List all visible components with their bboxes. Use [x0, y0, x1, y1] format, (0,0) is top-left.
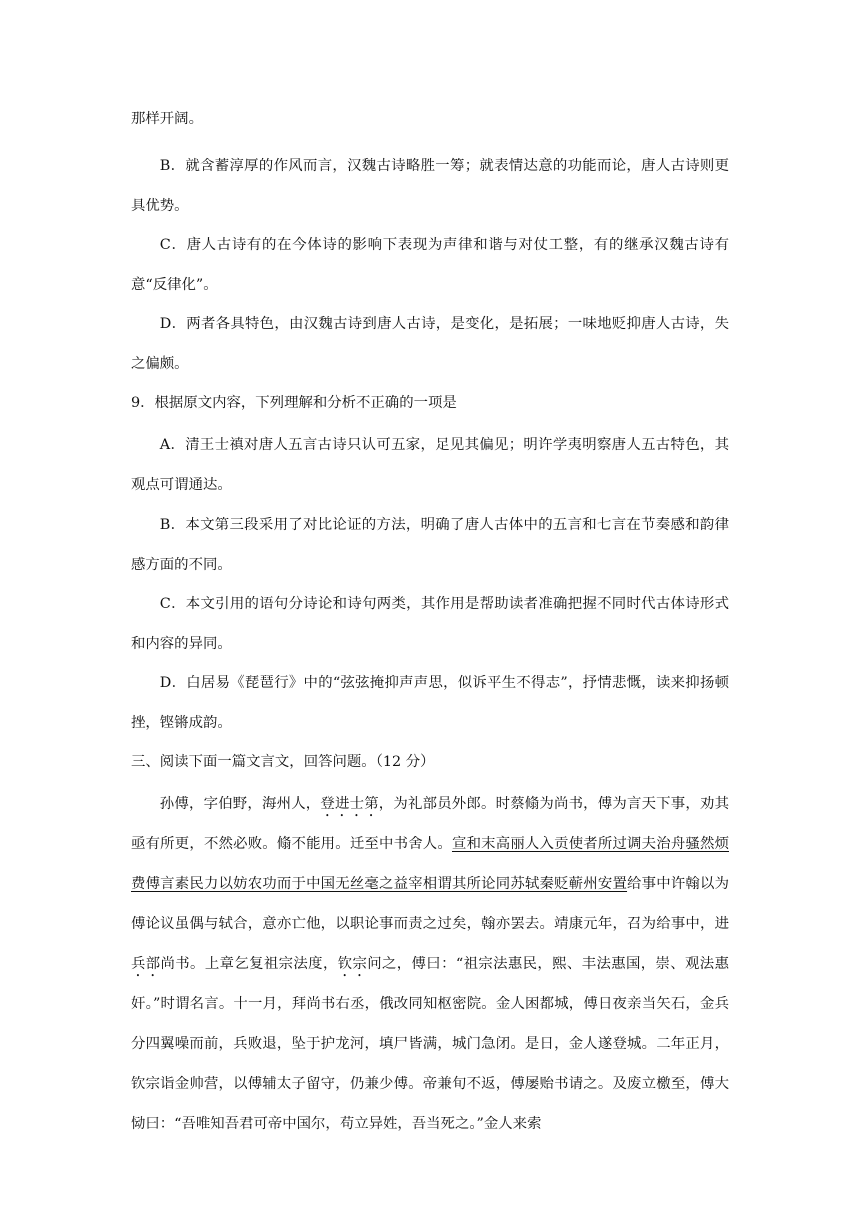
passage-text: 问之，傅曰：“祖宗法惠民，熙、丰法惠国，崇、观法惠奸。”时谓名言。十一月，拜尚书右丞，俄改同知枢密院。金人困都城，傅日夜亲当矢石，金兵分四翼噪而前，兵败退，坠于护龙河，填尸皆满，城门急闭。是日，金人遂登城。二年正月，钦宗诣金帅营，以傅辅太子留守，仍兼少傅。帝兼旬不返，傅屡贻书请之。及废立檄至，傅大恸曰：“吾唯知吾君可帝中国尔，苟立异姓，吾当死之。”金人来索: [131, 956, 729, 1132]
passage-text: 尚书。上章乞复祖宗法度，: [160, 956, 338, 972]
underlined-sentence: 宣和末高丽人入贡使者所过调夫治舟骚然烦费傅言素民力以妨农功而于中国无丝毫之益宰相谓其所论同苏轼秦贬蕲州安置: [131, 836, 729, 892]
passage-text: 孙傅，字伯野，海州人，: [159, 796, 321, 812]
question-9-option-d: D．白居易《琵琶行》中的“弦弦掩抑声声思，似诉平生不得志”，抒情悲慨，读来抑扬顿挫，铿锵成韵。: [131, 675, 729, 731]
dotted-term-jinshi: 登进士第: [320, 796, 379, 812]
dotted-term-bingbu: 兵部: [131, 956, 161, 972]
section-3-heading: 三、阅读下面一篇文言文，回答问题。（12 分）: [131, 754, 435, 770]
question-8-option-b: B．就含蓄淳厚的作风而言，汉魏古诗略胜一筹；就表情达意的功能而论，唐人古诗则更具优势。: [131, 158, 729, 214]
paragraph-continuation: 那样开阔。: [131, 111, 203, 127]
question-9-stem: 9．根据原文内容，下列理解和分析不正确的一项是: [131, 395, 457, 411]
classical-chinese-passage: [131, 784, 729, 1144]
passage-text: 给事中许翰以为傅论议虽偶与轼合，意亦亡他，以职论事而责之过矣，翰亦罢去。靖康元年，召为给事中，进: [131, 876, 729, 932]
question-8-option-c: C．唐人古诗有的在今体诗的影响下表现为声律和谐与对仗工整，有的继承汉魏古诗有意“反律化”。: [131, 237, 729, 293]
question-9-option-a: A．清王士禛对唐人五言古诗只认可五家，足见其偏见；明许学夷明察唐人五古特色，其观点可谓通达。: [131, 437, 729, 493]
dotted-term-qinzong: 钦宗: [337, 956, 368, 972]
question-9-option-b: B．本文第三段采用了对比论证的方法，明确了唐人古体中的五言和七言在节奏感和韵律感方面的不同。: [131, 517, 729, 573]
question-8-option-d: D．两者各具特色，由汉魏古诗到唐人古诗，是变化，是拓展；一味地贬抑唐人古诗，失之偏颇。: [131, 316, 729, 372]
question-9-option-c: C．本文引用的语句分诗论和诗句两类，其作用是帮助读者准确把握不同时代古体诗形式和内容的异同。: [131, 596, 729, 652]
passage-text: ，为礼部员外郎。时蔡翛为尚书，傅为言天下事，劝其亟有所更，不然必败。翛不能用。迁至中书舍人。: [131, 796, 729, 852]
